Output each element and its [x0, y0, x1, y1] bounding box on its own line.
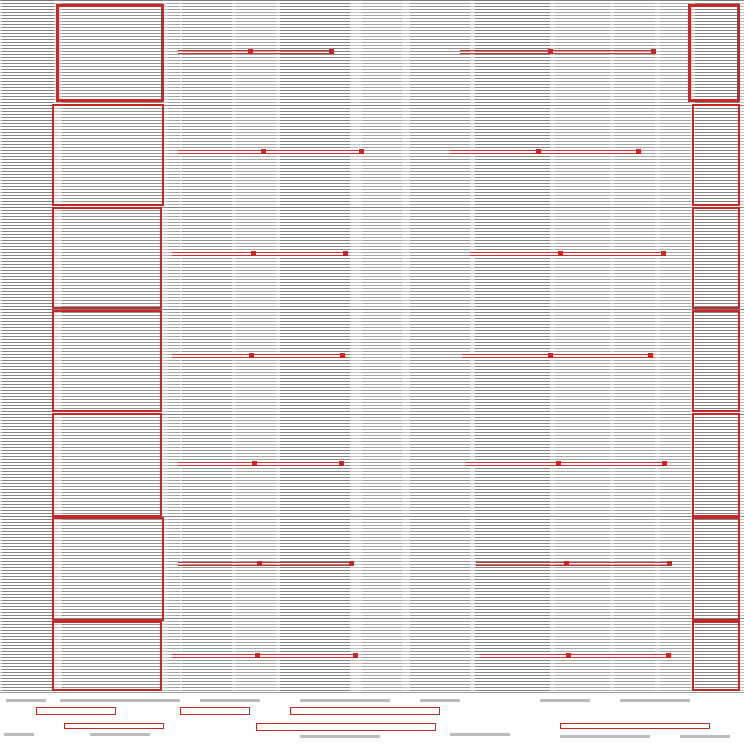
- selection-box: [52, 621, 162, 691]
- sheet-footer: [0, 692, 744, 745]
- trace-node: [536, 149, 541, 154]
- footer-box: [180, 707, 250, 715]
- selection-box: [52, 310, 162, 412]
- selection-box: [56, 4, 164, 102]
- selection-box: [52, 517, 164, 621]
- trace-node: [251, 251, 256, 256]
- trace-node: [340, 353, 345, 358]
- trace-node: [349, 561, 354, 566]
- trace-node: [548, 353, 553, 358]
- footer-text-line: [450, 733, 510, 736]
- text-column: [362, 0, 402, 692]
- trace-node: [667, 561, 672, 566]
- trace-arrow: [178, 150, 363, 151]
- selection-box: [692, 621, 740, 691]
- text-column: [555, 0, 610, 692]
- text-column: [182, 0, 232, 692]
- trace-node: [636, 149, 641, 154]
- selection-box: [692, 207, 740, 309]
- footer-text-line: [680, 735, 730, 738]
- footer-text-line: [6, 699, 46, 702]
- footer-text-line: [420, 699, 460, 702]
- trace-node: [329, 49, 334, 54]
- footer-text-line: [60, 699, 180, 702]
- trace-arrow: [172, 354, 344, 355]
- trace-node: [556, 461, 561, 466]
- text-column: [280, 0, 350, 692]
- trace-node: [666, 653, 671, 658]
- text-column: [236, 0, 276, 692]
- trace-node: [661, 251, 666, 256]
- trace-node: [558, 251, 563, 256]
- footer-text-line: [620, 699, 690, 702]
- selection-box: [692, 413, 740, 517]
- trace-arrow: [470, 252, 665, 253]
- trace-node: [343, 251, 348, 256]
- footer-text-line: [540, 699, 590, 702]
- trace-arrow: [178, 562, 353, 563]
- trace-node: [261, 149, 266, 154]
- trace-node: [248, 49, 253, 54]
- selection-box: [52, 413, 162, 517]
- trace-arrow: [450, 150, 640, 151]
- footer-box: [256, 723, 436, 731]
- trace-node: [255, 653, 260, 658]
- footer-text-line: [90, 733, 150, 736]
- text-column: [660, 0, 690, 692]
- trace-node: [339, 461, 344, 466]
- trace-arrow: [172, 252, 347, 253]
- trace-node: [257, 561, 262, 566]
- trace-node: [548, 49, 553, 54]
- text-column: [615, 0, 655, 692]
- selection-box: [692, 310, 740, 412]
- footer-box: [560, 723, 710, 729]
- footer-box: [64, 723, 164, 729]
- trace-arrow: [172, 654, 357, 655]
- trace-arrow: [476, 562, 671, 563]
- text-column: [410, 0, 470, 692]
- trace-node: [564, 561, 569, 566]
- text-column: [475, 0, 550, 692]
- trace-arrow: [460, 50, 655, 51]
- footer-text-line: [560, 735, 650, 738]
- text-column: [168, 0, 180, 692]
- trace-node: [353, 653, 358, 658]
- footer-box: [290, 707, 440, 715]
- selection-box: [692, 104, 740, 206]
- trace-node: [249, 353, 254, 358]
- selection-box: [52, 104, 164, 206]
- selection-box: [52, 207, 162, 309]
- trace-node: [359, 149, 364, 154]
- trace-arrow: [462, 354, 652, 355]
- trace-node: [566, 653, 571, 658]
- selection-box: [692, 517, 740, 621]
- trace-arrow: [466, 462, 666, 463]
- trace-node: [651, 49, 656, 54]
- trace-node: [648, 353, 653, 358]
- footer-text-line: [300, 735, 380, 738]
- trace-arrow: [178, 462, 343, 463]
- footer-text-line: [300, 699, 390, 702]
- text-column: [2, 0, 54, 692]
- trace-arrow: [178, 50, 333, 51]
- footer-text-line: [4, 733, 34, 736]
- trace-node: [662, 461, 667, 466]
- footer-box: [36, 707, 116, 715]
- selection-box: [688, 4, 740, 102]
- footer-text-line: [200, 699, 260, 702]
- trace-node: [252, 461, 257, 466]
- trace-arrow: [480, 654, 670, 655]
